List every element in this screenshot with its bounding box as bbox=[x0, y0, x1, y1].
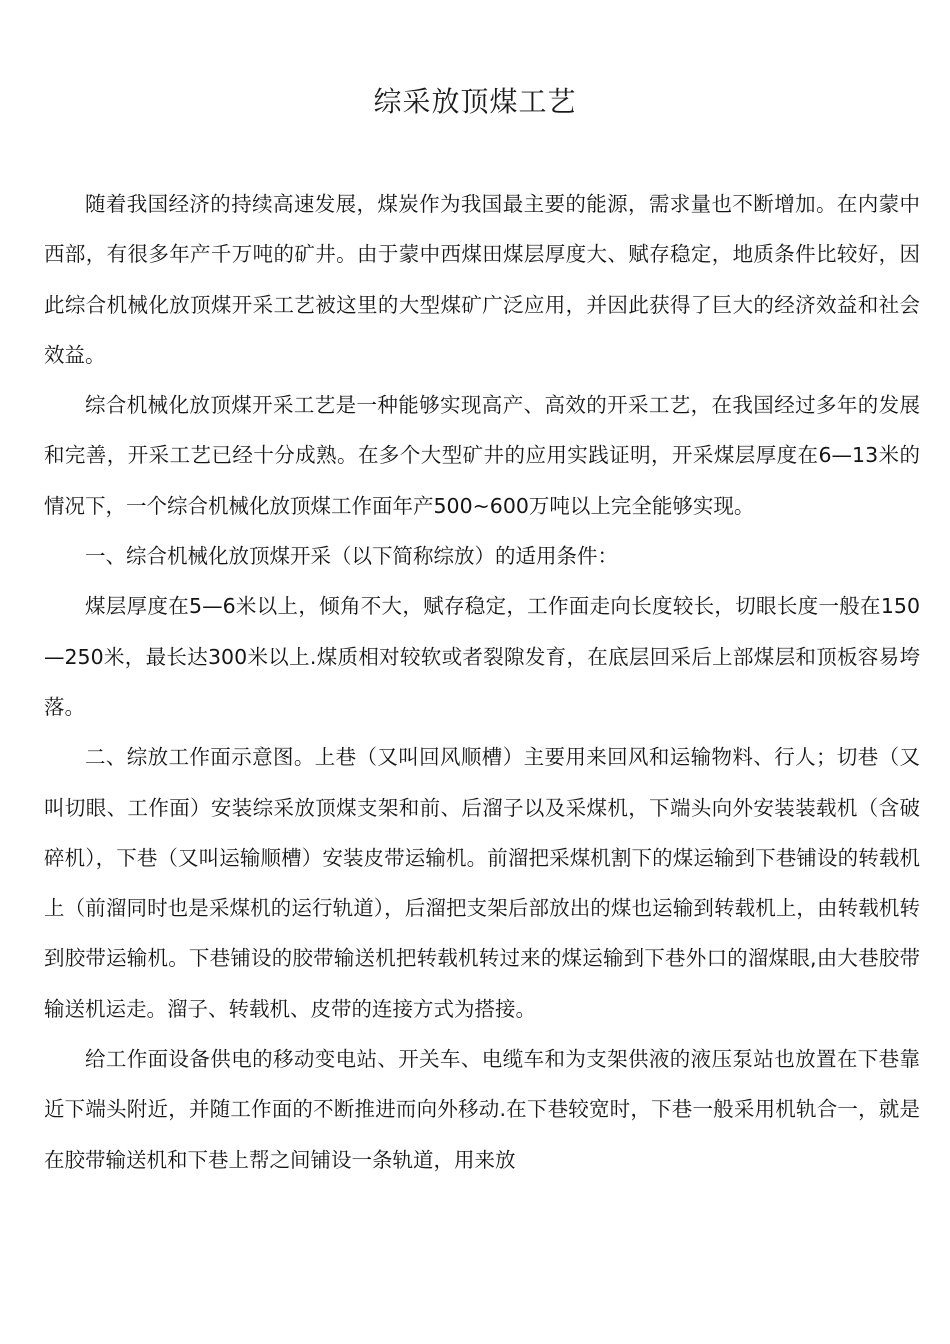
document-body bbox=[44, 179, 920, 1185]
page-title: 综采放顶煤工艺 bbox=[373, 85, 577, 118]
paragraph-power-supply: 给工作面设备供电的移动变电站、开关车、电缆车和为支架供液的液压泵站也放置在下巷靠近下端头附近，并随工作面的不断推进而向外移动.在下巷较宽时，下巷一般采用机轨合一，就是在胶带输送机和下巷上帮之间铺设一条轨道，用来放 bbox=[44, 1047, 920, 1172]
paragraph-conditions: 煤层厚度在5—6米以上，倾角不大，赋存稳定，工作面走向长度较长，切眼长度一般在150—250米，最长达300米以上.煤质相对较软或者裂隙发育，在底层回采后上部煤层和顶板容易垮落。 bbox=[44, 594, 920, 719]
paragraph-face-layout: 二、综放工作面示意图。上巷（又叫回风顺槽）主要用来回风和运输物料、行人；切巷（又叫切眼、工作面）安装综采放顶煤支架和前、后溜子以及采煤机，下端头向外安装装载机（含破碎机），下巷（又叫运输顺槽）安装皮带运输机。前溜把采煤机割下的煤运输到下巷铺设的转载机上（前溜同时也是采煤机的运行轨道），后溜把支架后部放出的煤也运输到转载机上，由转载机转到胶带运输机。下巷铺设的胶带输送机把转载机转过来的煤运输到下巷外口的溜煤眼,由大巷胶带输送机运走。溜子、转载机、皮带的连接方式为搭接。 bbox=[44, 745, 920, 1021]
paragraph-process-overview: 综合机械化放顶煤开采工艺是一种能够实现高产、高效的开采工艺，在我国经过多年的发展和完善，开采工艺已经十分成熟。在多个大型矿井的应用实践证明，开采煤层厚度在6—13米的情况下，一个综合机械化放顶煤工作面年产500~600万吨以上完全能够实现。 bbox=[44, 393, 920, 518]
section-heading-conditions: 一、综合机械化放顶煤开采（以下简称综放）的适用条件： bbox=[85, 544, 618, 569]
paragraph-intro: 随着我国经济的持续高速发展，煤炭作为我国最主要的能源，需求量也不断增加。在内蒙中西部，有很多年产千万吨的矿井。由于蒙中西煤田煤层厚度大、赋存稳定，地质条件比较好，因此综合机械化放顶煤开采工艺被这里的大型煤矿广泛应用，并因此获得了巨大的经济效益和社会效益。 bbox=[44, 192, 920, 367]
